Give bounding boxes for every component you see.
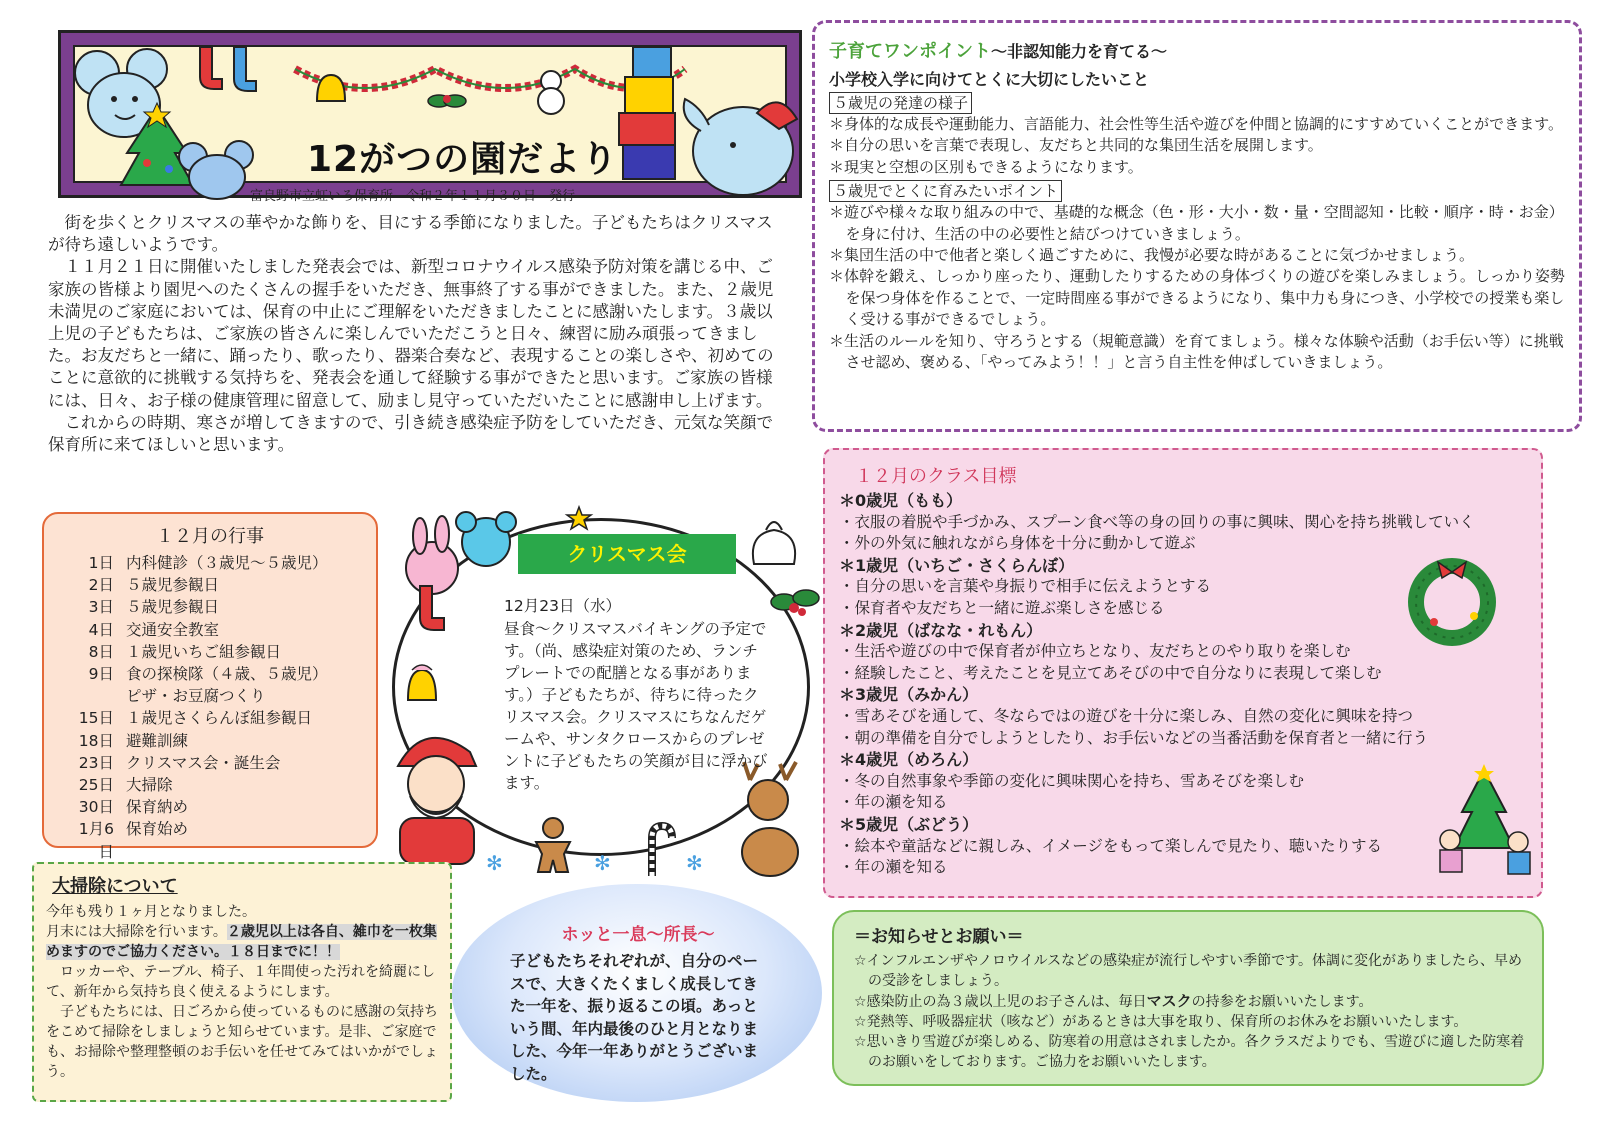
small-mouse-icon bbox=[177, 139, 257, 199]
christmas-party-title: クリスマス会 bbox=[518, 534, 736, 574]
event-row bbox=[74, 574, 366, 596]
notice-box bbox=[832, 910, 1544, 1086]
class-goal-item: ・絵本や童話などに親しみ、イメージをもって楽しんで見たり、聴いたりする bbox=[839, 836, 1382, 855]
star-icon bbox=[566, 506, 592, 530]
event-day: 4日 bbox=[88, 620, 114, 639]
intro-paragraph: 街を歩くとクリスマスの華やかな飾りを、目にする季節になりました。子どもたちはクリスマスが待ち遠しいようです。 bbox=[48, 213, 773, 255]
class-goal-item: ・衣服の着脱や手づかみ、スプーン食べ等の身の回りの事に興味、関心を持ち挑戦していく bbox=[839, 512, 1475, 531]
parenting-subtitle: 小学校入学に向けてとくに大切にしたいこと bbox=[829, 70, 1150, 89]
event-text: クリスマス会・誕生会 bbox=[126, 753, 281, 772]
event-day: 30日 bbox=[78, 798, 114, 817]
events-title: １２月の行事 bbox=[156, 526, 264, 547]
event-text: ピザ・お豆腐つくり bbox=[126, 687, 266, 706]
cleaning-line-text: 月末には大掃除を行います。 bbox=[46, 924, 227, 940]
class-goal-item: ・朝の準備を自分でしようとしたり、お手伝いなどの当番活動を保育者と一緒に行う bbox=[839, 728, 1429, 747]
event-row bbox=[74, 730, 366, 752]
event-day: 1日 bbox=[88, 554, 114, 572]
director-title: ホッと一息〜所長〜 bbox=[561, 925, 715, 945]
event-day: 23日 bbox=[78, 753, 114, 772]
event-text: 避難訓練 bbox=[126, 731, 189, 750]
santa-icon bbox=[384, 722, 494, 872]
notice-item bbox=[854, 991, 1528, 1012]
wreath-icon bbox=[1404, 552, 1500, 644]
class-goal-item: ・外の外気に触れながら身体を十分に動かして遊ぶ bbox=[839, 534, 1196, 553]
class-goal-item: ・年の瀬を知る bbox=[839, 858, 948, 877]
christmas-party-body: 昼食〜クリスマスバイキングの予定です。（尚、感染症対策のため、ランチプレートでの配膳となる事があります。）子どもたちが、待ちに待ったクリスマス会。クリスマスにちなんだゲームや、サンタクロースからのプレゼントに子どもたちの笑顔が目に浮かびます。 bbox=[504, 620, 768, 792]
event-text: １歳児いちご組参観日 bbox=[126, 642, 282, 661]
class-heading: ＊3歳児（みかん） bbox=[839, 685, 979, 705]
intro-text bbox=[48, 212, 784, 456]
bell-icon bbox=[311, 69, 351, 109]
page-title: 12がつの園だより bbox=[307, 139, 619, 180]
banner-inner bbox=[73, 45, 787, 204]
svg-text:✻: ✻ bbox=[686, 851, 703, 875]
event-text: １歳児さくらんぼ組参観日 bbox=[126, 709, 313, 728]
bell-ornament-icon bbox=[402, 660, 442, 706]
notice-item: ☆インフルエンザやノロウイルスなどの感染症が流行しやすい季節です。体調に変化がありましたら、早めの受診をしましょう。 bbox=[854, 953, 1523, 989]
event-day: 18日 bbox=[78, 731, 114, 750]
cleaning-title: 大掃除について bbox=[52, 876, 178, 897]
cleaning-paragraph: ロッカーや、テーブル、椅子、１年間使った汚れを綺麗にして、新年から気持ち良く使えるようにします。 bbox=[46, 964, 436, 1000]
class-goal-item: ・自分の思いを言葉や身振りで相手に伝えようとする bbox=[839, 577, 1212, 596]
notice-item: ☆思いきり雪遊びが楽しめる、防寒着の用意はされましたか。各クラスだよりでも、雪遊びに適した防寒着のお願いをしております。ご協力をお願いいたします。 bbox=[854, 1034, 1525, 1070]
event-text: 保育納め bbox=[126, 798, 189, 817]
event-day: 3日 bbox=[88, 598, 114, 617]
cleaning-highlight: ２歳児以上は各自、雑巾を一枚集めますのでご協力ください。１８日までに！！ bbox=[46, 924, 437, 960]
event-day: 15日 bbox=[78, 709, 114, 728]
header-banner bbox=[58, 30, 802, 204]
parenting-title bbox=[829, 37, 1565, 63]
class-heading: ＊5歳児（ぶどう） bbox=[839, 814, 979, 834]
notice-item-suffix: の持参をお願いいたします。 bbox=[1191, 994, 1373, 1010]
event-row bbox=[74, 774, 366, 796]
intro-paragraph: １１月２１日に開催いたしました発表会では、新型コロナウイルス感染予防対策を講じる中、ご家族の皆様より園児へのたくさんの握手をいただき、無事終了する事ができました。また、２歳児未満児のご家庭においては、保育の中止にご理解をいただきましたことに感謝いたします。３歳以上児の子どもたちは、ご家族の皆さんに楽しんでいただこうと日々、練習に励み頑張ってきました。お友だちと一緒に、踊ったり、歌ったり、器楽合奏など、表現することの楽しさや、初めてのことに意欲的に挑戦する気持ちを、発表会を通して経験する事ができたと思います。ご家族の皆様には、日々、お子様の健康管理に留意して、励まし見守っていただいたことに感謝申し上げます。 bbox=[48, 257, 774, 410]
bullet-item: ＊身体的な成長や運動能力、言語能力、社会性等生活や遊びを仲間と協調的にすすめていくことができます。 bbox=[829, 115, 1563, 133]
elephant-character-icon bbox=[679, 89, 799, 199]
bullet-item: ＊生活のルールを知り、守ろうとする（規範意識）を育てましょう。様々な体験や活動（お手伝い等）に挑戦させ認め、褒める、「やってみよう！！」と言う自主性を伸ばしていきましょう。 bbox=[829, 331, 1564, 372]
mask-word: マスク bbox=[1146, 992, 1192, 1010]
event-day: 8日 bbox=[88, 642, 114, 661]
event-row bbox=[74, 752, 366, 774]
bullet-item: ＊自分の思いを言葉で表現し、友だちと共同的な集団生活を展開します。 bbox=[829, 136, 1323, 155]
event-row bbox=[74, 685, 366, 707]
event-row bbox=[74, 552, 366, 574]
event-text: 食の探検隊（４歳、５歳児） bbox=[126, 665, 328, 684]
class-heading: ＊0歳児（もも） bbox=[839, 491, 963, 510]
event-text: 保育始め bbox=[126, 820, 189, 839]
event-text: 内科健診（３歳児〜５歳児） bbox=[126, 554, 328, 572]
class-goal-item: ・年の瀬を知る bbox=[839, 793, 948, 812]
cleaning-paragraph: 子どもたちには、日ごろから使っているものに感謝の気持ちをこめて掃除をしましょうと知らせています。是非、ご家庭でも、お掃除や整理整頓のお手伝いを任せてみてはいかがでしょう。 bbox=[46, 1004, 438, 1080]
parenting-title-suffix: 〜非認知能力を育てる〜 bbox=[991, 42, 1168, 61]
event-row bbox=[74, 619, 366, 641]
class-heading: ＊2歳児（ばなな・れもん） bbox=[839, 620, 1043, 640]
class-heading: ＊4歳児（めろん） bbox=[839, 750, 979, 770]
class-goal-item: ・経験したこと、考えたことを見立てあそびの中で自分なりに表現して楽しむ bbox=[839, 663, 1382, 682]
svg-text:✻: ✻ bbox=[486, 851, 503, 875]
event-day: 2日 bbox=[88, 576, 114, 595]
cleaning-box bbox=[32, 862, 452, 1102]
events-list bbox=[74, 552, 366, 863]
snowman-icon bbox=[531, 67, 571, 117]
class-heading: ＊1歳児（いちご・さくらんぼ） bbox=[839, 555, 1075, 575]
bullet-item: ＊集団生活の中で他者と楽しく過ごすために、我慢が必要な時があることに気づかせましょう。 bbox=[829, 246, 1475, 265]
notice-title: ＝お知らせとお願い＝ bbox=[854, 927, 1024, 947]
event-text: ５歳児参観日 bbox=[126, 598, 220, 617]
event-day: 9日 bbox=[88, 665, 114, 684]
bullet-item: ＊体幹を鍛え、しっかり座ったり、運動したりするための身体づくりの遊びを楽しみましょう。しっかり姿勢を保つ身体を作ることで、一定時間座る事ができるようになり、集中力も身につき、小学校での授業も楽しく受ける事ができるでしょう。 bbox=[829, 267, 1565, 329]
class-goal-item: ・冬の自然事象や季節の変化に興味関心を持ち、雪あそびを楽しむ bbox=[839, 771, 1305, 790]
notice-item-text: ☆感染防止の為３歳以上児のお子さんは、毎日 bbox=[854, 994, 1147, 1010]
event-row bbox=[74, 818, 366, 862]
class-goals-list bbox=[839, 490, 1527, 879]
event-day bbox=[74, 685, 126, 707]
notice-item: ☆発熱等、呼吸器症状（咳など）があるときは大事を取り、保育所のお休みをお願いいたします。 bbox=[854, 1014, 1468, 1030]
director-message: 子どもたちそれぞれが、自分のペースで、大きくたくましく成長してきた一年を、振り返るこの頃。あっという間、年内最後のひと月となりました、今年一年ありがとうございました。 bbox=[510, 952, 759, 1083]
svg-text:✻: ✻ bbox=[594, 851, 611, 875]
event-row bbox=[74, 707, 366, 729]
event-day: 25日 bbox=[78, 776, 114, 795]
sock-ornament-icon bbox=[410, 582, 450, 636]
cleaning-line: 今年も残り１ヶ月となりました。 bbox=[46, 904, 256, 920]
issuer-line: 富良野市立虹いろ保育所 令和２年１１月３０日 発行 bbox=[250, 189, 576, 204]
class-goal-item: ・保育者や友だちと一緒に遊ぶ楽しさを感じる bbox=[839, 598, 1165, 617]
cleaning-body bbox=[46, 902, 438, 1082]
event-text: 大掃除 bbox=[126, 776, 173, 795]
event-row bbox=[74, 641, 366, 663]
holly-icon bbox=[427, 87, 467, 117]
snowflake-icons bbox=[486, 850, 716, 876]
cleaning-line bbox=[46, 922, 438, 962]
class-goal-item: ・生活や遊びの中で保育者が仲立ちとなり、友だちとのやり取りを楽しむ bbox=[839, 642, 1351, 661]
event-day: 1月6日 bbox=[78, 820, 114, 861]
christmas-party-date: 12月23日（水） bbox=[504, 597, 621, 615]
event-text: ５歳児参観日 bbox=[126, 576, 220, 595]
class-goals-title: １２月のクラス目標 bbox=[855, 466, 1017, 487]
events-box bbox=[42, 512, 378, 861]
gift-bag-icon bbox=[744, 510, 804, 570]
section-heading: ５歳児でとくに育みたいポイント bbox=[829, 180, 1062, 202]
intro-paragraph: これからの時期、寒さが増してきますので、引き続き感染症予防をしていただき、元気な笑顔で保育所に来てほしいと思います。 bbox=[48, 412, 774, 455]
event-row bbox=[74, 663, 366, 685]
stocking-icon bbox=[190, 47, 270, 107]
event-text: 交通安全教室 bbox=[126, 620, 220, 639]
class-goal-item: ・雪あそびを通して、冬ならではの遊びを十分に楽しみ、自然の変化に興味を持つ bbox=[839, 706, 1413, 725]
parenting-tips-box bbox=[812, 20, 1582, 432]
event-row bbox=[74, 596, 366, 618]
event-row bbox=[74, 796, 366, 818]
bullet-item: ＊遊びや様々な取り組みの中で、基礎的な概念（色・形・大小・数・量・空間認知・比較・順序・時・お金）を身に付け、生活の中の必要性と結びつけていきましょう。 bbox=[829, 203, 1564, 243]
parenting-title-main: 子育てワンポイント bbox=[829, 41, 991, 62]
holly-berries-icon bbox=[770, 580, 820, 624]
bullet-item: ＊現実と空想の区別もできるようになります。 bbox=[829, 157, 1143, 176]
section-heading: ５歳児の発達の様子 bbox=[829, 92, 972, 114]
children-with-tree-icon bbox=[1434, 762, 1534, 880]
